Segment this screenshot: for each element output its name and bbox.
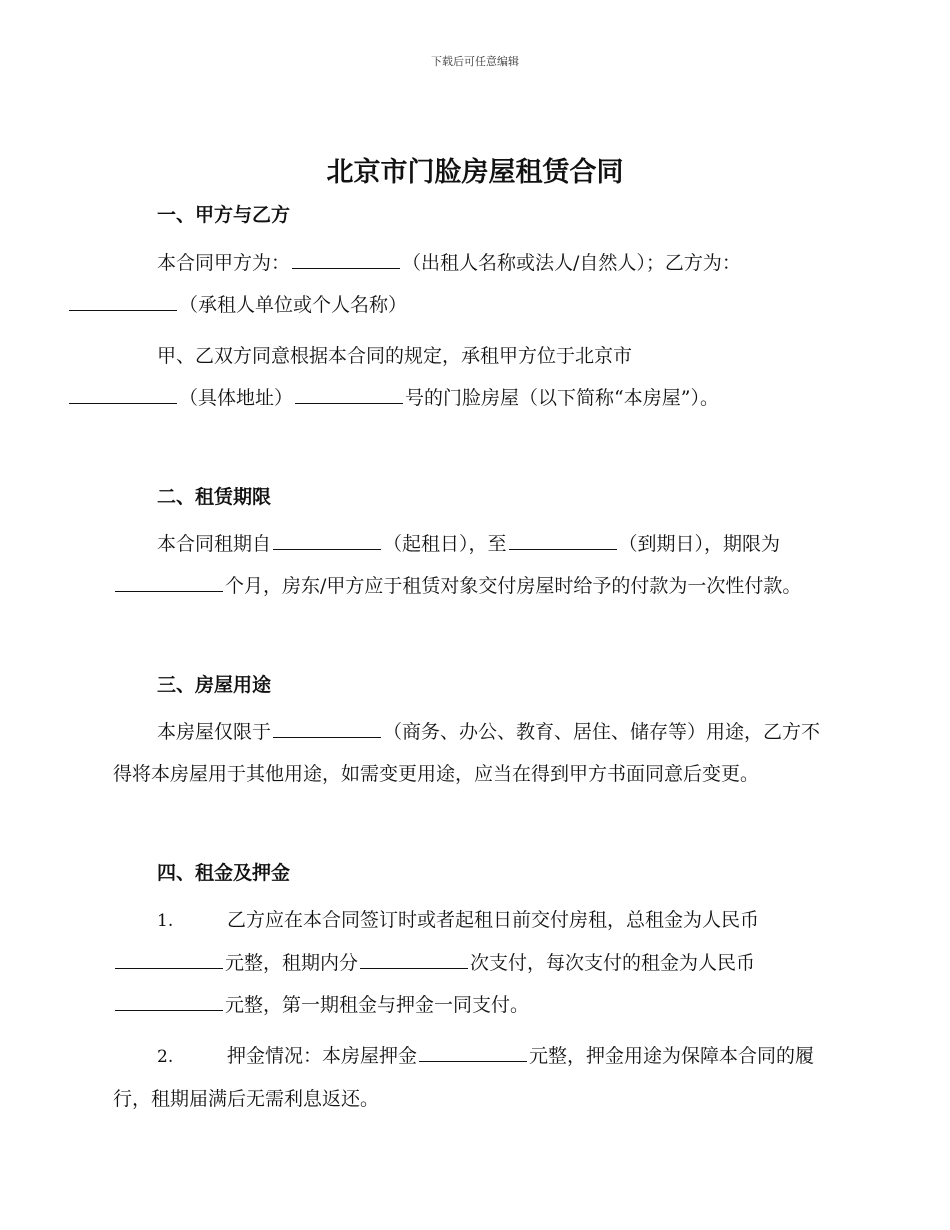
item-number: 2. xyxy=(157,1047,174,1067)
text: 元整，第一期租金与押金一同支付。 xyxy=(225,994,530,1016)
blank-field[interactable] xyxy=(360,950,468,969)
blank-field[interactable] xyxy=(295,385,403,404)
section-parties-paragraph-1 xyxy=(113,242,835,326)
text: （具体地址） xyxy=(179,387,294,409)
section-term-paragraph xyxy=(113,523,835,607)
text: （出租人名称或法人/自然人）；乙方为： xyxy=(402,252,741,274)
text: 个月，房东/甲方应于租赁对象交付房屋时给予的付款为一次性付款。 xyxy=(225,575,802,597)
text: （商务、办公、教育、居住、储存等）用途，乙方不得将本房屋用于其他用途，如需变更用途，应当在得到甲方书面同意后变更。 xyxy=(113,721,821,785)
item-number: 1. xyxy=(157,911,174,931)
text: 元整，租期内分 xyxy=(225,952,359,974)
section-heading-rent: 四、租金及押金 xyxy=(157,862,291,884)
text: 本房屋仅限于 xyxy=(157,721,272,743)
text: 本合同甲方为： xyxy=(157,252,291,274)
blank-field[interactable] xyxy=(273,531,381,550)
text: 次支付，每次支付的租金为人民币 xyxy=(470,952,756,974)
rent-item-1 xyxy=(113,899,835,1026)
blank-field[interactable] xyxy=(115,573,223,592)
section-use-paragraph xyxy=(113,711,835,795)
text: 押金情况：本房屋押金 xyxy=(227,1045,418,1067)
text: 本合同租期自 xyxy=(157,533,272,555)
text: 乙方应在本合同签订时或者起租日前交付房租，总租金为人民币 xyxy=(227,909,760,931)
section-heading-parties: 一、甲方与乙方 xyxy=(157,204,291,226)
text: （承租人单位或个人名称） xyxy=(179,294,408,316)
blank-field[interactable] xyxy=(509,531,617,550)
section-heading-term: 二、租赁期限 xyxy=(157,486,272,508)
text: 号的门脸房屋（以下简称“本房屋”）。 xyxy=(405,387,719,409)
text: 元整，押金用途为保障本合同的履行，租期届满后无需利息返还。 xyxy=(113,1045,815,1110)
blank-field[interactable] xyxy=(419,1043,527,1062)
section-parties-paragraph-2 xyxy=(113,335,835,419)
blank-field[interactable] xyxy=(115,950,223,969)
blank-field[interactable] xyxy=(273,719,381,738)
text: 甲、乙双方同意根据本合同的规定，承租甲方位于北京市 xyxy=(157,345,633,367)
text: （到期日），期限为 xyxy=(618,533,781,555)
rent-item-2 xyxy=(113,1035,835,1120)
text: （起租日），至 xyxy=(383,533,507,555)
blank-field[interactable] xyxy=(69,385,177,404)
blank-field[interactable] xyxy=(115,992,223,1011)
document-title: 北京市门脸房屋租赁合同 xyxy=(326,157,624,188)
blank-field[interactable] xyxy=(69,292,177,311)
section-heading-use: 三、房屋用途 xyxy=(157,674,272,696)
blank-field[interactable] xyxy=(292,250,400,269)
page-header-note: 下载后可任意编辑 xyxy=(431,55,519,68)
